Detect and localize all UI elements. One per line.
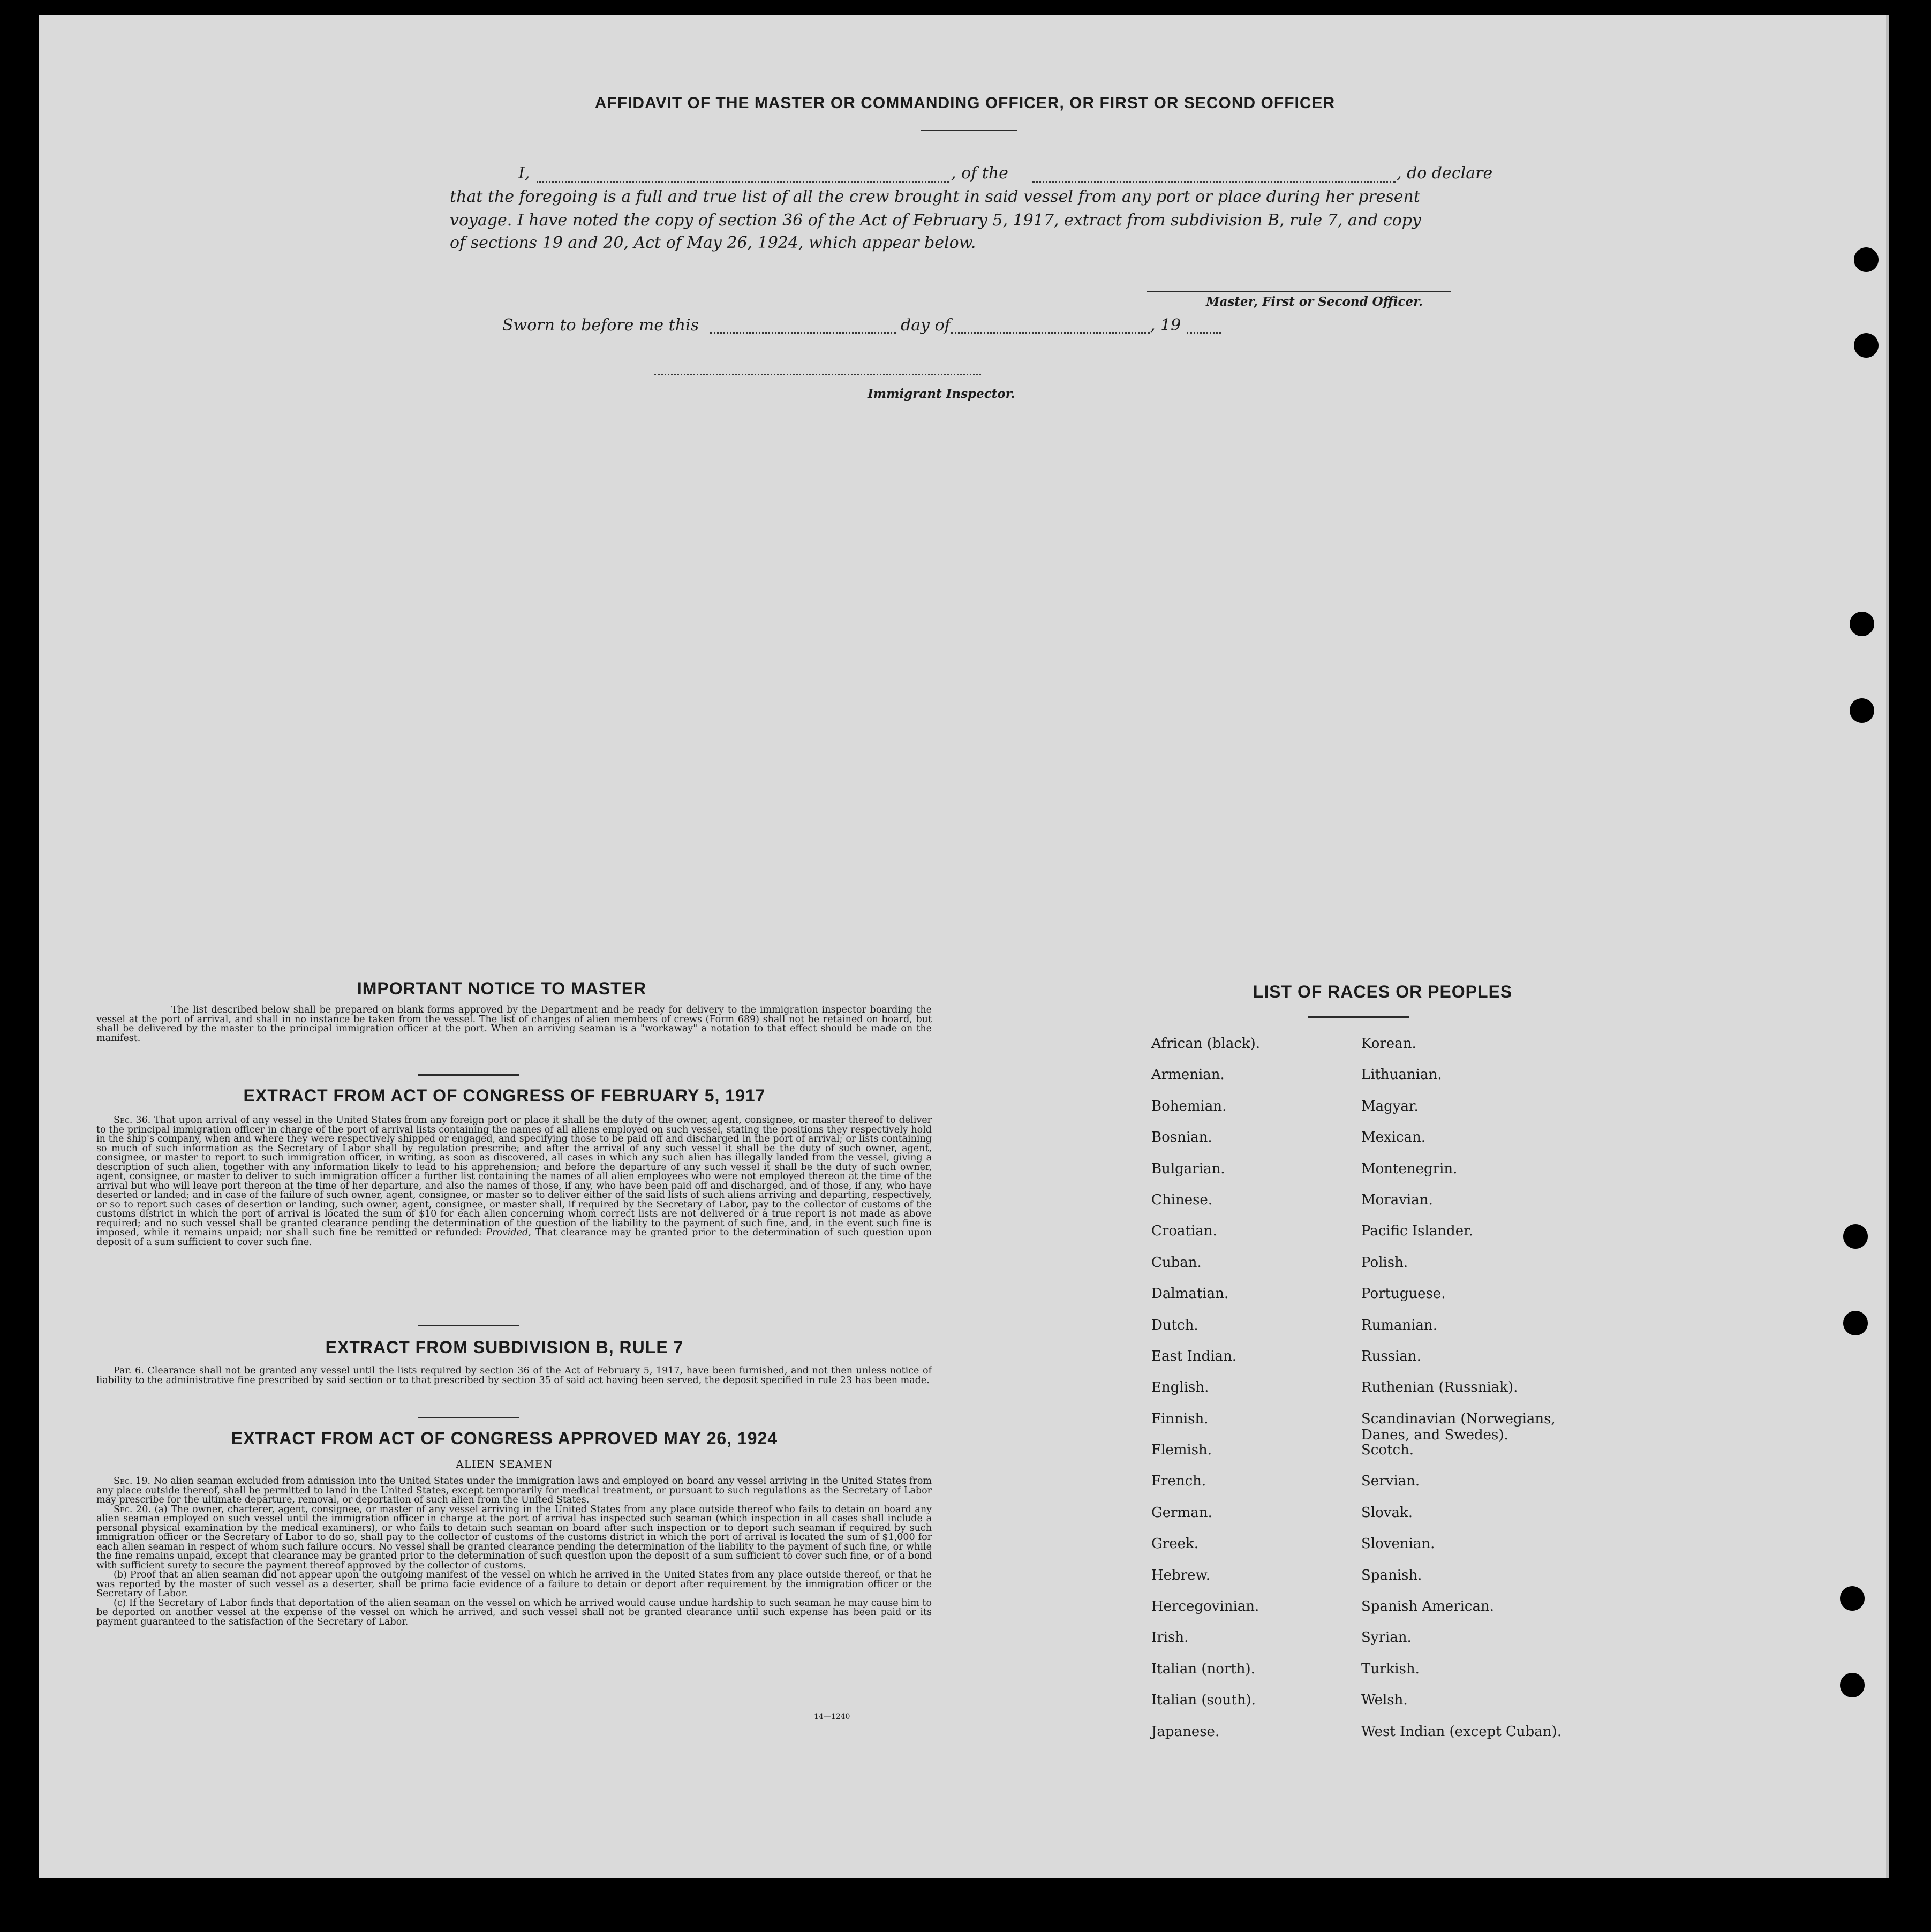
sec-20b-paragraph: (b) Proof that an alien seaman did not appear upon the outgoing manifest of the vessel on which he arrived in the United States from any place outside thereof, or that he was reported by the master of such vessel as a deserter, shall be prima facie evidence of a failure to detain or deport after requirement by the immigration officer or the Secretary of Labor.: [96, 1569, 932, 1599]
affidavit-line1: [518, 164, 1547, 185]
race-item: East Indian.: [1151, 1348, 1237, 1364]
sworn-month-field[interactable]: [951, 332, 1150, 334]
race-item: Korean.: [1361, 1036, 1416, 1052]
race-item: Rumanian.: [1361, 1317, 1438, 1333]
affidavit-title: AFFIDAVIT OF THE MASTER OR COMMANDING OFFICER, OR FIRST OR SECOND OFFICER: [594, 94, 1336, 112]
sec-36-text: That upon arrival of any vessel in the United States from any foreign port or place it shall be the duty of the owner, agent, consignee, or master thereof to deliver to the principal immigration officer in charge of the port of arrival lists containing the names of all aliens employed on such vessel, stating the positions they respectively hold in the ship's company, when and where they were respectively shipped or engaged, and specifying those to be paid off and discharged in the port of arrival; or lists containing so much of such information as the Secretary of Labor shall by regulation prescribe; and after the arrival of any such vessel it shall be the duty of such owner, agent, consignee, or master to report to such immigration officer, in writing, as soon as discovered, all cases in which any such alien has illegally landed from the vessel, giving a description of such alien, together with any information likely to lead to his apprehension; and before the departure of any such vessel it shall be the duty of such owner, agent, consignee, or master to deliver to such immigration officer a further list containing the names of all alien employees who were not employed thereon at the time of the arrival but who will leave port thereon at the time of her departure, and also the names of those, if any, who have been paid off and discharged, and of those, if any, who have deserted or landed; and in case of the failure of such owner, agent, consignee, or master so to deliver either of the said lists of such aliens arriving and departing, respectively, or so to report such cases of desertion or landing, such owner, agent, consignee, or master shall, if required by the Secretary of Labor, pay to the collector of customs of the customs district in which the port of arrival is located the sum of $10 for each alien concerning whom correct lists are not delivered or a true report is not made as above required; and no such vessel shall be granted clearance pending the determination of the question of the liability to the payment of such fine, and, in the event such fine is imposed, while it remains unpaid; nor shall such fine be remitted or refunded:: [96, 1115, 932, 1238]
divider-2: [418, 1325, 519, 1326]
race-item: Welsh.: [1361, 1692, 1408, 1709]
race-item: Polish.: [1361, 1254, 1408, 1271]
sec-20-label: Sec. 20.: [114, 1504, 151, 1515]
extract-rule7-title: EXTRACT FROM SUBDIVISION B, RULE 7: [325, 1338, 684, 1357]
races-title-underline: [1308, 1016, 1409, 1018]
race-item: Portuguese.: [1361, 1286, 1446, 1302]
declarant-name-field[interactable]: [537, 181, 949, 183]
sec-19-text: No alien seaman excluded from admission into the United States under the immigration laws and employed on board any vessel arriving in the United States from any place outside thereof, shall be permitted to land in the United States, except temporarily for medical treatment, or pursuant to such regulations as the Secretary of Labor may prescribe for the ultimate departure, removal, or deportation of such alien from the United States.: [96, 1476, 932, 1505]
form-page: [39, 15, 1889, 1878]
sec-20a-paragraph: [96, 1505, 932, 1571]
binder-hole: [1843, 1224, 1868, 1249]
race-item: Scotch.: [1361, 1442, 1414, 1459]
binder-hole: [1854, 247, 1879, 272]
extract-rule7-text: [96, 1367, 932, 1385]
notice-text: [96, 1006, 932, 1043]
year-label: , 19: [1150, 316, 1181, 335]
race-item: Greek.: [1151, 1536, 1198, 1552]
notice-title: IMPORTANT NOTICE TO MASTER: [357, 979, 647, 998]
race-item: Spanish American.: [1361, 1598, 1495, 1615]
race-item: Bohemian.: [1151, 1098, 1227, 1114]
vessel-name-field[interactable]: [1032, 181, 1396, 183]
affidavit-line2: that the foregoing is a full and true list of all the crew brought in said vessel from any port or place during her present: [450, 187, 1420, 206]
race-item: Croatian.: [1151, 1223, 1217, 1240]
binder-hole: [1840, 1673, 1865, 1697]
binder-hole: [1850, 612, 1874, 636]
race-item: Spanish.: [1361, 1567, 1422, 1583]
extract-1917-text: [96, 1116, 932, 1247]
rule7-paragraph: Par. 6. Clearance shall not be granted any vessel until the lists required by section 36 of the Act of February 5, 1917, have been furnished, and not then unless notice of liability to the administrative fine prescribed by said section or to that prescribed by section 35 of said act having been served, the deposit specified in rule 23 has been made.: [96, 1365, 932, 1386]
race-item: African (black).: [1151, 1036, 1261, 1052]
sec-20c-paragraph: (c) If the Secretary of Labor finds that deportation of the alien seaman on the vessel on which he arrived would cause undue hardship to such seaman he may cause him to be deported on another vessel at the expense of the vessel on which he arrived, and such vessel shall not be granted clearance until such expense has been paid or its payment guaranteed to the satisfaction of the Secretary of Labor.: [96, 1597, 932, 1627]
binder-hole: [1854, 333, 1879, 358]
race-item: German.: [1151, 1504, 1212, 1521]
race-item: Cuban.: [1151, 1254, 1202, 1271]
race-item: Mexican.: [1361, 1129, 1426, 1146]
race-item: West Indian (except Cuban).: [1361, 1723, 1562, 1740]
declare-label: , do declare: [1397, 164, 1493, 183]
race-item: Bulgarian.: [1151, 1160, 1225, 1177]
binder-hole: [1843, 1311, 1868, 1335]
day-of-label: day of: [901, 316, 951, 335]
sworn-line: [502, 316, 1252, 337]
of-the-label: , of the: [951, 164, 1008, 183]
race-item: French.: [1151, 1473, 1206, 1490]
races-column-1: [1151, 1036, 1333, 1755]
sworn-day-field[interactable]: [710, 332, 896, 334]
proviso-label: Provided,: [486, 1227, 531, 1238]
race-item: Japanese.: [1151, 1723, 1220, 1740]
race-item: Finnish.: [1151, 1410, 1209, 1427]
title-underline: [921, 130, 1017, 131]
binder-hole: [1840, 1586, 1865, 1611]
race-item: Hebrew.: [1151, 1567, 1210, 1583]
sworn-label: Sworn to before me this: [502, 316, 699, 335]
divider-3: [418, 1417, 519, 1418]
form-number: 14—1240: [814, 1712, 850, 1721]
binder-hole: [1850, 698, 1874, 723]
race-item: Scandinavian (Norwegians, Danes, and Swedes).: [1361, 1410, 1556, 1443]
race-item: Russian.: [1361, 1348, 1421, 1364]
notice-paragraph: The list described below shall be prepared on blank forms approved by the Department and be ready for delivery to the immigration inspector boarding the vessel at the port of arrival, and shall in no instance be taken from the vessel. The list of changes of alien members of crews (Form 689) shall not be retained on board, but shall be delivered by the master to the principal immigration officer at the port. When an arriving seaman is a "workaway" a notation to that effect should be made on the manifest.: [96, 1005, 932, 1044]
race-item: Turkish.: [1361, 1661, 1420, 1677]
races-title: LIST OF RACES OR PEOPLES: [1253, 982, 1513, 1001]
divider-1: [418, 1074, 519, 1076]
extract-1924-title: EXTRACT FROM ACT OF CONGRESS APPROVED MAY 26, 1924: [231, 1429, 778, 1448]
race-item: Moravian.: [1361, 1191, 1433, 1208]
sec-19-label: Sec. 19.: [114, 1476, 151, 1486]
race-item: Italian (south).: [1151, 1692, 1256, 1709]
alien-seamen-subtitle: ALIEN SEAMEN: [456, 1458, 553, 1470]
race-item: Chinese.: [1151, 1191, 1213, 1208]
race-item: Armenian.: [1151, 1067, 1225, 1083]
race-item: Magyar.: [1361, 1098, 1419, 1114]
races-column-2: [1361, 1036, 1586, 1755]
race-item: Montenegrin.: [1361, 1160, 1458, 1177]
race-item: Servian.: [1361, 1473, 1420, 1490]
race-item: Italian (north).: [1151, 1661, 1255, 1677]
race-item: Slovak.: [1361, 1504, 1413, 1521]
race-item: Pacific Islander.: [1361, 1223, 1473, 1240]
race-item: Hercegovinian.: [1151, 1598, 1259, 1615]
affidavit-line4: of sections 19 and 20, Act of May 26, 1924, which appear below.: [450, 233, 976, 252]
race-item: Bosnian.: [1151, 1129, 1212, 1146]
sec-20a-text: (a) The owner, charterer, agent, consignee, or master of any vessel arriving in the United States from any place outside thereof who fails to detain on board any alien seaman employed on such vessel until the immigration officer in charge at the port of arrival has inspected such seaman (which inspection in all cases shall include a personal physical examination by the medical examiners), or who fails to detain such seaman on board after such inspection or to deport such seaman if required by such immigration officer or the Secretary of Labor to do so, shall pay to the collector of customs of the customs district in which the port of arrival is located the sum of $1,000 for each alien seaman in respect of whom such failure occurs. No vessel shall be granted clearance pending the determination of the liability to the payment of such fine, or while the fine remains unpaid, except that clearance may be granted prior to the determination of such question upon the deposit of a sum sufficient to cover such fine, or of a bond with sufficient surety to secure the payment thereof approved by the collector of customs.: [96, 1504, 932, 1571]
sec-36-label: Sec. 36.: [114, 1115, 151, 1126]
i-label: I,: [518, 164, 530, 183]
race-item: Ruthenian (Russniak).: [1361, 1379, 1518, 1396]
race-item: Dalmatian.: [1151, 1286, 1229, 1302]
affidavit-line3: voyage. I have noted the copy of section 36 of the Act of February 5, 1917, extract from subdivision B, rule 7, and copy: [450, 211, 1421, 230]
extract-1917-title: EXTRACT FROM ACT OF CONGRESS OF FEBRUARY 5, 1917: [243, 1086, 766, 1105]
race-item: Irish.: [1151, 1629, 1189, 1646]
race-item: Slovenian.: [1361, 1536, 1435, 1552]
master-signature-label: Master, First or Second Officer.: [1206, 295, 1423, 309]
race-item: English.: [1151, 1379, 1209, 1396]
race-item: Dutch.: [1151, 1317, 1198, 1333]
inspector-label: Immigrant Inspector.: [868, 387, 1015, 401]
sec-36-paragraph: [96, 1116, 932, 1247]
extract-1924-text: [96, 1477, 932, 1627]
inspector-signature-line[interactable]: [654, 374, 981, 375]
sec-19-paragraph: [96, 1477, 932, 1505]
sworn-year-field[interactable]: [1187, 332, 1221, 334]
master-signature-line[interactable]: [1147, 291, 1451, 292]
race-item: Lithuanian.: [1361, 1067, 1442, 1083]
race-item: Flemish.: [1151, 1442, 1212, 1459]
race-item: Syrian.: [1361, 1629, 1412, 1646]
proviso-text: That clearance may be granted prior to the determination of such question upon deposit of a sum sufficient to cover such fine.: [96, 1227, 932, 1248]
